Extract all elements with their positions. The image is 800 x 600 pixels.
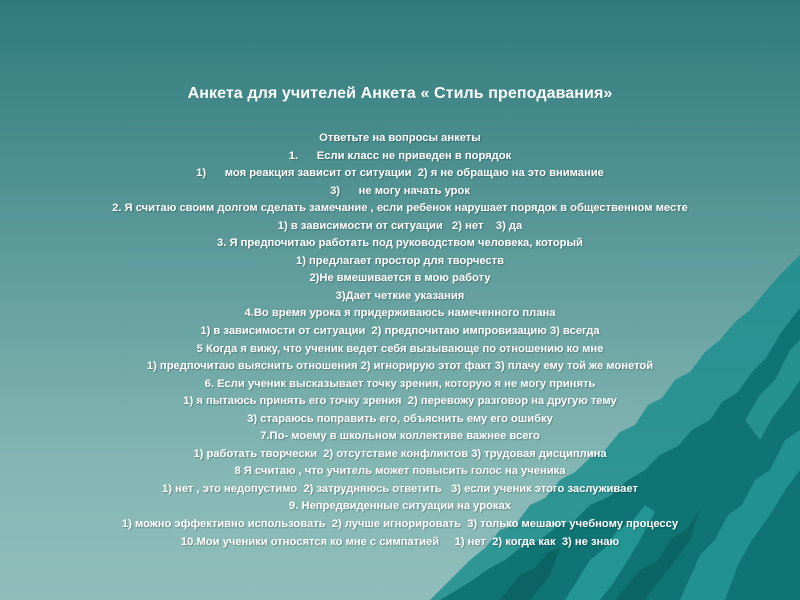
answer-options-line: 2)Не вмешивается в мою работу [309,272,491,285]
question-line: 8 Я считаю , что учитель может повысить голос на ученика [234,465,566,478]
question-line: 1. Если класс не приведен в порядок [288,149,512,162]
question-line: 3. Я предпочитаю работать под руководством человека, который [217,237,583,250]
answer-options-line: 3)Дает четкие указания [335,289,465,302]
answer-options-line: 3) не могу начать урок [330,184,470,197]
instruction-line: Ответьте на вопросы анкеты [319,132,481,144]
question-line: 10.Мои ученики относятся ко мне с симпатией 1) нет 2) когда как 3) не знаю [180,535,620,548]
question-line: 7.По- моему в школьном коллективе важнее всего [260,430,540,443]
question-line: 9. Непредвиденные ситуации на уроках [289,500,511,513]
slide-title: Анкета для учителей Анкета « Стиль преподавания» [187,85,613,102]
answer-options-line: 1) предпочитаю выяснить отношения 2) игнорирую этот факт 3) плачу ему той же монетой [146,360,654,373]
answer-options-line: 3) стараюсь поправить его, объяснить ему его ошибку [247,412,553,425]
question-line: 6. Если ученик высказывает точку зрения, которую я не могу принять [204,377,596,390]
question-line: 4.Во время урока я придерживаюсь намеченного плана [244,307,556,320]
answer-options-line: 1) в зависимости от ситуации 2) предпочитаю импровизацию 3) всегда [200,325,600,338]
answer-options-line: 1) можно эффективно использовать 2) лучше игнорировать 3) только мешают учебному процессу [121,518,679,531]
questionnaire-body [20,130,780,551]
answer-options-line: 1) я пытаюсь принять его точку зрения 2) перевожу разговор на другую тему [183,395,617,408]
question-line: 2. Я считаю своим долгом сделать замечание , если ребенок нарушает порядок в общественном месте [112,202,688,215]
answer-options-line: 1) предлагает простор для творчеств [295,254,505,267]
question-line: 5 Когда я вижу, что ученик ведет себя вызывающе по отношению ко мне [196,342,604,355]
answer-options-line: 1) нет , это недопустимо 2) затрудняюсь ответить 3) если ученик этого заслуживает [162,482,638,495]
answer-options-line: 1) моя реакция зависит от ситуации 2) я не обращаю на это внимание [196,167,604,180]
answer-options-line: 1) работать творчески 2) отсутствие конфликтов 3) трудовая дисциплина [193,447,607,460]
answer-options-line: 1) в зависимости от ситуации 2) нет 3) да [277,219,523,232]
